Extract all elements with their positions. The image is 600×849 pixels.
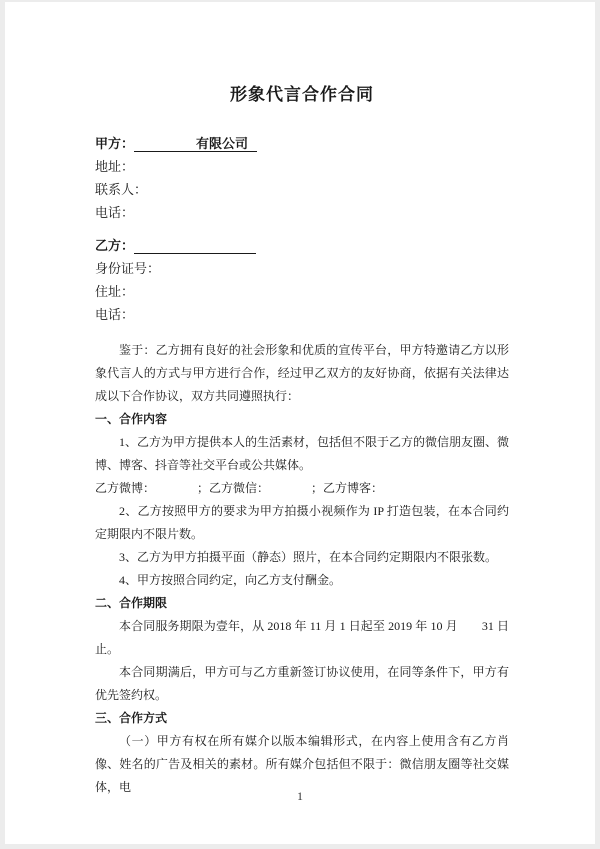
party-b-line (95, 237, 509, 254)
party-b-label: 乙方： (95, 238, 135, 253)
section-2-heading: 二、合作期限 (95, 596, 168, 610)
party-b-id-label: 身份证号： (95, 261, 161, 276)
section-2-clause-1: 本合同服务期限为壹年，从 2018 年 11 月 1 日起至 2019 年 10 月 31 日止。 (95, 619, 509, 656)
page-number: 1 (297, 789, 303, 803)
section-1-clause-3: 3、乙方为甲方拍摄平面（静态）照片，在本合同约定期限内不限张数。 (119, 550, 498, 564)
contract-body (95, 339, 509, 799)
section-2-clause-2: 本合同期满后，甲方可与乙方重新签订协议使用，在同等条件下，甲方有优先签约权。 (95, 665, 509, 702)
section-3-clause-1: （一）甲方有权在所有媒介以版本编辑形式，在内容上使用含有乙方肖像、姓名的广告及相关的素材。所有媒介包括但不限于：微信朋友圈等社交媒体，电 (95, 734, 509, 794)
party-a-blank-underline (134, 147, 196, 148)
party-a-label: 甲方： (95, 136, 135, 151)
party-a-blank-tail (248, 147, 257, 148)
section-1-clause-1: 1、乙方为甲方提供本人的生活素材，包括但不限于乙方的微信朋友圈、微博、博客、抖音等社交平台或公共媒体。 (95, 435, 510, 472)
party-a-phone-label: 电话： (95, 205, 135, 220)
section-1-accounts-line: 乙方微博： ；乙方微信： ；乙方博客： (95, 481, 384, 495)
party-b-blank-underline (134, 249, 256, 250)
party-b-phone-label: 电话： (95, 307, 135, 322)
section-1-clause-2: 2、乙方按照甲方的要求为甲方拍摄小视频作为 IP 打造包装，在本合同约定期限内不限片数。 (95, 504, 509, 541)
party-a-company-name: 有限公司 (196, 136, 249, 151)
party-b-fill-line (134, 238, 256, 254)
party-a-contact-label: 联系人： (95, 182, 148, 197)
party-a-address-label: 地址： (95, 159, 135, 174)
party-b-residence-label: 住址： (95, 284, 135, 299)
section-1-clause-4: 4、甲方按照合同约定，向乙方支付酬金。 (119, 573, 342, 587)
section-3-heading: 三、合作方式 (95, 711, 168, 725)
contract-page (5, 2, 595, 844)
party-a-section (95, 135, 509, 221)
preamble-paragraph: 鉴于：乙方拥有良好的社会形象和优质的宣传平台，甲方特邀请乙方以形象代言人的方式与甲方进行合作，经过甲乙双方的友好协商，依据有关法律达成以下合作协议，双方共同遵照执行： (95, 343, 509, 403)
party-a-line (95, 135, 509, 152)
party-a-fill-line (134, 136, 257, 152)
contract-title: 形象代言合作合同 (230, 85, 374, 104)
party-b-section (95, 237, 509, 323)
section-1-heading: 一、合作内容 (95, 412, 168, 426)
